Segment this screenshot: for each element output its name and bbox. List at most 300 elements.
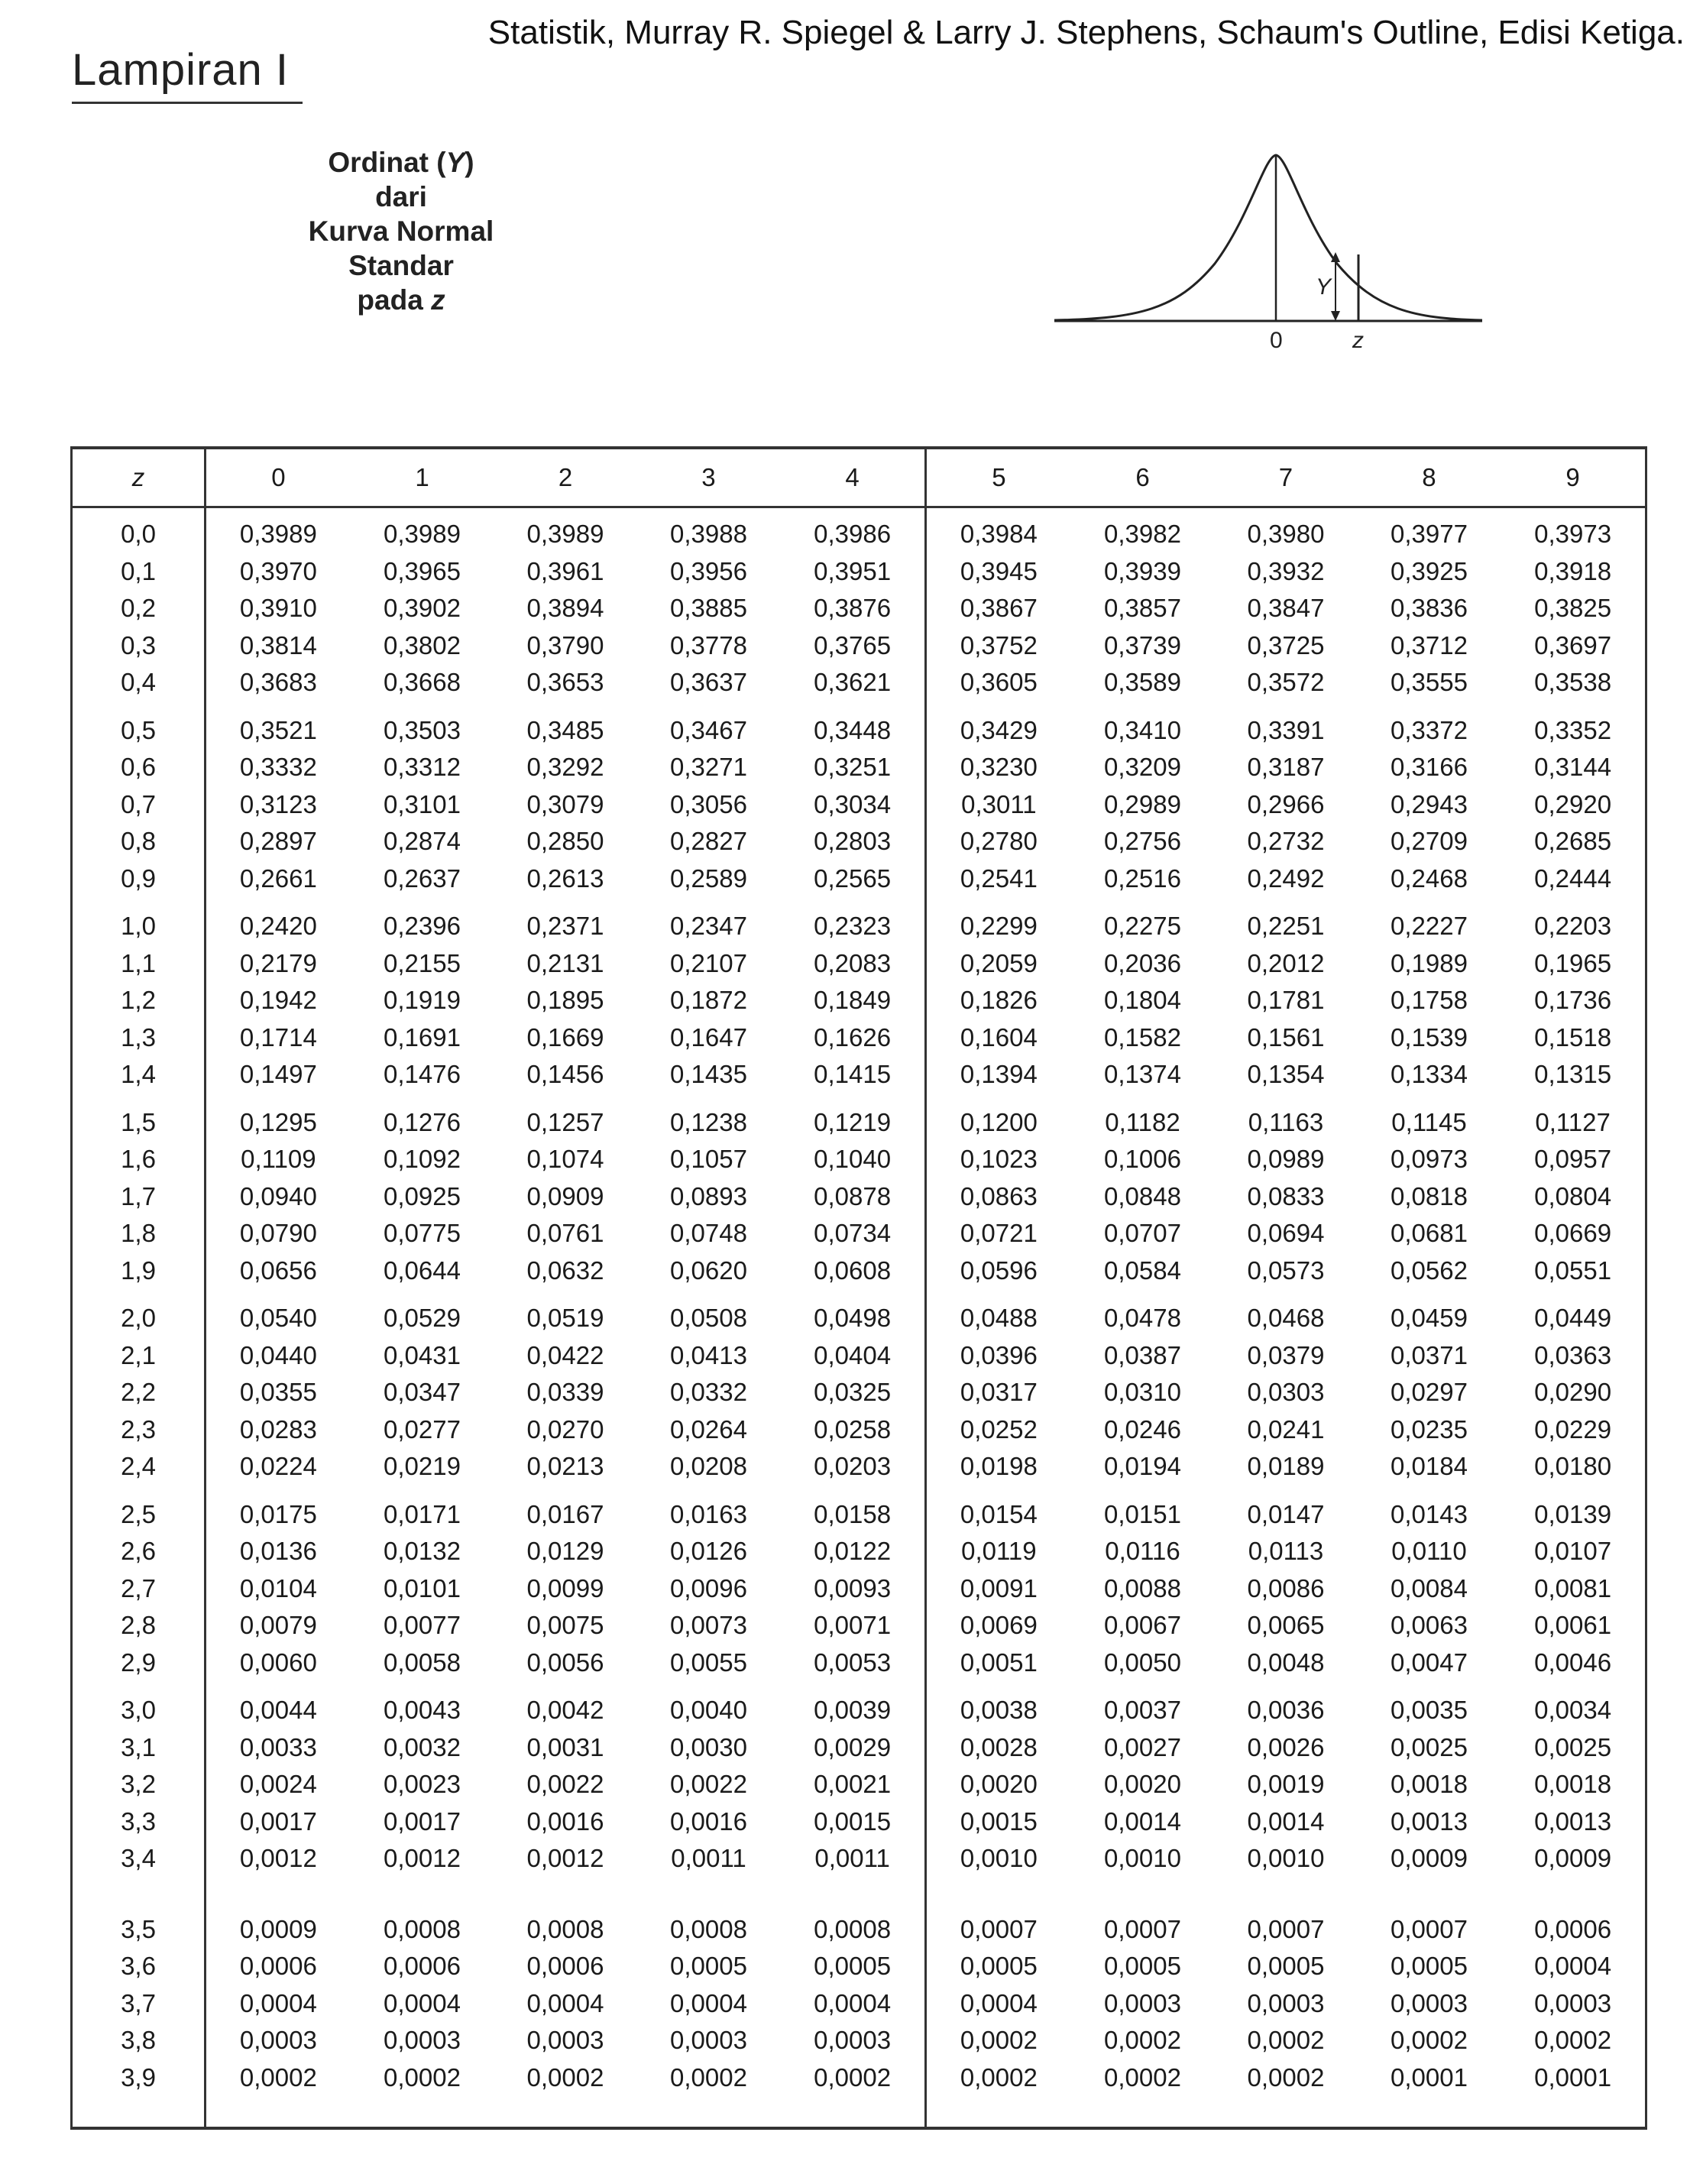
ordinate-cell: 0,1415 (780, 1056, 925, 1094)
ordinate-cell: 0,0151 (1104, 1499, 1181, 1528)
ordinate-cell: 0,1691 (384, 1022, 461, 1051)
ordinate-cell: 0,0050 (1104, 1648, 1181, 1677)
ordinate-cell: 0,0004 (239, 1988, 317, 2017)
ordinate-cell: 0,1849 (780, 982, 925, 1019)
ordinate-cell: 0,0003 (670, 2026, 747, 2055)
table-row (72, 1878, 1646, 1949)
z-value-cell: 0,8 (72, 823, 206, 860)
table-row (72, 1533, 1646, 1570)
table-row (72, 2059, 1646, 2129)
ordinate-cell: 0,0113 (1248, 1537, 1324, 1566)
ordinate-cell: 0,0002 (1534, 2026, 1612, 2055)
ordinate-cell: 0,0003 (384, 2026, 461, 2055)
ordinate-cell: 0,1057 (670, 1145, 747, 1174)
ordinate-cell: 0,0355 (239, 1378, 317, 1407)
ordinate-cell: 0,0551 (1534, 1256, 1612, 1285)
ordinate-cell: 0,0011 (780, 1840, 925, 1878)
ordinate-cell: 0,3939 (1104, 556, 1181, 585)
zero-label: 0 (1270, 328, 1283, 353)
ordinate-cell: 0,1295 (239, 1107, 317, 1136)
table-row (72, 1607, 1646, 1644)
ordinate-cell: 0,0008 (780, 1878, 925, 1949)
ordinate-cell: 0,1989 (1390, 948, 1468, 977)
ordinate-cell: 0,0005 (670, 1952, 747, 1981)
table-row (72, 627, 1646, 665)
ordinate-cell: 0,1456 (526, 1060, 604, 1089)
ordinate-cell: 0,2468 (1390, 864, 1468, 893)
ordinate-cell: 0,3918 (1534, 556, 1612, 585)
z-value-cell: 3,3 (72, 1803, 206, 1841)
ordinate-cell: 0,0878 (780, 1178, 925, 1216)
ordinate-cell: 0,0002 (384, 2062, 461, 2092)
ordinate-cell: 0,3429 (960, 715, 1038, 744)
ordinate-cell: 0,0848 (1104, 1181, 1181, 1210)
ordinate-cell: 0,0023 (384, 1770, 461, 1799)
ordinate-cell: 0,0038 (960, 1696, 1038, 1725)
ordinate-cell: 0,0387 (1104, 1340, 1181, 1369)
table-row (72, 1411, 1646, 1449)
table-row (72, 1681, 1646, 1729)
ordinate-cell: 0,0030 (670, 1732, 747, 1761)
table-row (72, 1448, 1646, 1486)
ordinate-cell: 0,0004 (960, 1988, 1038, 2017)
table-row (72, 664, 1646, 702)
ordinate-cell: 0,0632 (526, 1256, 604, 1285)
ordinate-cell: 0,0029 (780, 1729, 925, 1767)
ordinate-cell: 0,0008 (526, 1914, 604, 1943)
table-row (72, 1141, 1646, 1178)
ordinate-cell: 0,3910 (239, 594, 317, 623)
ordinate-cell: 0,2083 (780, 945, 925, 983)
ordinate-cell: 0,0011 (671, 1844, 746, 1873)
ordinate-cell: 0,0004 (526, 1988, 604, 2017)
ordinate-cell: 0,0002 (1247, 2026, 1325, 2055)
table-row (72, 1766, 1646, 1803)
ordinate-cell: 0,2371 (526, 912, 604, 941)
ordinate-cell: 0,1476 (384, 1060, 461, 1089)
ordinate-cell: 0,1965 (1534, 948, 1612, 977)
ordinate-cell: 0,0006 (1534, 1914, 1612, 1943)
table-row (72, 1337, 1646, 1375)
ordinate-cell: 0,0044 (239, 1696, 317, 1725)
table-row (72, 982, 1646, 1019)
ordinate-table-wrapper (70, 446, 1647, 2127)
ordinate-cell: 0,3989 (384, 520, 461, 549)
ordinate-cell: 0,0804 (1534, 1181, 1612, 1210)
ordinate-cell: 0,0001 (1534, 2062, 1612, 2092)
ordinate-cell: 0,1561 (1247, 1022, 1325, 1051)
ordinate-cell: 0,0008 (384, 1914, 461, 1943)
ordinate-cell: 0,0694 (1247, 1219, 1325, 1248)
ordinate-cell: 0,1092 (384, 1145, 461, 1174)
table-row (72, 1215, 1646, 1252)
z-value-cell: 1,2 (72, 982, 206, 1019)
ordinate-cell: 0,0005 (1247, 1952, 1325, 1981)
ordinate-cell: 0,3668 (384, 668, 461, 697)
ordinate-cell: 0,0003 (1534, 1988, 1612, 2017)
table-row (72, 897, 1646, 945)
ordinate-cell: 0,1315 (1534, 1060, 1612, 1089)
ordinate-cell: 0,2850 (526, 827, 604, 856)
ordinate-cell: 0,0003 (1104, 1988, 1181, 2017)
ordinate-cell: 0,1374 (1104, 1060, 1181, 1089)
ordinate-cell: 0,3123 (239, 789, 317, 818)
ordinate-cell: 0,2203 (1534, 912, 1612, 941)
ordinate-cell: 0,0224 (239, 1452, 317, 1481)
ordinate-cell: 0,1074 (526, 1145, 604, 1174)
ordinate-cell: 0,0198 (960, 1452, 1038, 1481)
ordinate-cell: 0,2920 (1534, 789, 1612, 818)
ordinate-cell: 0,0171 (384, 1499, 461, 1528)
z-value-cell: 0,1 (72, 553, 206, 591)
ordinate-cell: 0,2275 (1104, 912, 1181, 941)
ordinate-cell: 0,0010 (960, 1844, 1038, 1873)
table-row (72, 1729, 1646, 1767)
ordinate-cell: 0,0084 (1390, 1573, 1468, 1602)
ordinate-cell: 0,0034 (1534, 1696, 1612, 1725)
ordinate-cell: 0,0001 (1390, 2062, 1468, 2092)
ordinate-cell: 0,3847 (1247, 594, 1325, 623)
ordinate-cell: 0,0053 (780, 1644, 925, 1682)
ordinate-cell: 0,0203 (780, 1448, 925, 1486)
ordinate-cell: 0,0371 (1390, 1340, 1468, 1369)
z-value-cell: 0,0 (72, 507, 206, 553)
z-value-cell: 2,0 (72, 1289, 206, 1337)
ordinate-cell: 0,0002 (1104, 2062, 1181, 2092)
ordinate-cell: 0,3079 (526, 789, 604, 818)
ordinate-cell: 0,0077 (384, 1611, 461, 1640)
ordinate-cell: 0,0007 (1390, 1914, 1468, 1943)
ordinate-cell: 0,0459 (1390, 1304, 1468, 1333)
ordinate-cell: 0,3391 (1247, 715, 1325, 744)
ordinate-cell: 0,0007 (960, 1914, 1038, 1943)
ordinate-cell: 0,0167 (526, 1499, 604, 1528)
ordinate-cell: 0,0529 (384, 1304, 461, 1333)
ordinate-cell: 0,0069 (960, 1611, 1038, 1640)
table-row (72, 1985, 1646, 2023)
ordinate-cell: 0,1872 (670, 986, 747, 1015)
ordinate-cell: 0,0014 (1247, 1806, 1325, 1836)
ordinate-cell: 0,2227 (1390, 912, 1468, 941)
ordinate-cell: 0,3989 (526, 520, 604, 549)
ordinate-cell: 0,3101 (384, 789, 461, 818)
ordinate-cell: 0,0147 (1247, 1499, 1325, 1528)
ordinate-cell: 0,0258 (780, 1411, 925, 1449)
ordinate-cell: 0,0040 (670, 1696, 747, 1725)
z-value-cell: 3,7 (72, 1985, 206, 2023)
ordinate-cell: 0,0005 (780, 1948, 925, 1985)
ordinate-cell: 0,1257 (526, 1107, 604, 1136)
ordinate-cell: 0,1219 (780, 1094, 925, 1142)
ordinate-cell: 0,0046 (1534, 1648, 1612, 1677)
z-value-cell: 2,5 (72, 1486, 206, 1534)
ordinate-cell: 0,0180 (1534, 1452, 1612, 1481)
ordinate-cell: 0,0093 (780, 1570, 925, 1608)
z-value-cell: 3,0 (72, 1681, 206, 1729)
ordinate-cell: 0,3932 (1247, 556, 1325, 585)
ordinate-cell: 0,1238 (670, 1107, 747, 1136)
ordinate-cell: 0,3230 (960, 753, 1038, 782)
ordinate-cell: 0,0065 (1247, 1611, 1325, 1640)
ordinate-cell: 0,2685 (1534, 827, 1612, 856)
table-row (72, 590, 1646, 627)
ordinate-cell: 0,3621 (780, 664, 925, 702)
ordinate-cell: 0,0017 (384, 1806, 461, 1836)
subtitle-line-4: Standar (348, 250, 454, 281)
z-value-cell: 2,1 (72, 1337, 206, 1375)
ordinate-cell: 0,1758 (1390, 986, 1468, 1015)
z-value-cell: 1,0 (72, 897, 206, 945)
ordinate-cell: 0,0019 (1247, 1770, 1325, 1799)
ordinate-cell: 0,3980 (1247, 520, 1325, 549)
ordinate-cell: 0,0018 (1534, 1770, 1612, 1799)
ordinate-cell: 0,3836 (1390, 594, 1468, 623)
subtitle-ordinat: Ordinat (Y) (328, 147, 474, 178)
table-row (72, 1252, 1646, 1290)
ordinate-cell: 0,2059 (960, 948, 1038, 977)
ordinate-cell: 0,0042 (526, 1696, 604, 1725)
z-value-cell: 2,9 (72, 1644, 206, 1682)
ordinate-cell: 0,0818 (1390, 1181, 1468, 1210)
ordinate-cell: 0,0468 (1247, 1304, 1325, 1333)
ordinate-cell: 0,3372 (1390, 715, 1468, 744)
ordinate-cell: 0,3251 (780, 749, 925, 786)
ordinate-cell: 0,0096 (670, 1573, 747, 1602)
ordinate-table (70, 446, 1647, 2130)
ordinate-cell: 0,0003 (526, 2026, 604, 2055)
ordinate-cell: 0,0404 (780, 1337, 925, 1375)
ordinate-cell: 0,3765 (780, 627, 925, 665)
ordinate-cell: 0,0039 (780, 1681, 925, 1729)
ordinate-cell: 0,3790 (526, 630, 604, 659)
ordinate-cell: 0,2803 (780, 823, 925, 860)
ordinate-cell: 0,1714 (239, 1022, 317, 1051)
table-row (72, 553, 1646, 591)
col-header-9: 9 (1501, 448, 1646, 507)
ordinate-cell: 0,3988 (670, 520, 747, 549)
ordinate-cell: 0,0303 (1247, 1378, 1325, 1407)
ordinate-cell: 0,0012 (526, 1844, 604, 1873)
z-value-cell: 2,4 (72, 1448, 206, 1486)
ordinate-cell: 0,0012 (239, 1844, 317, 1873)
bell-curve (1054, 155, 1482, 320)
ordinate-cell: 0,2396 (384, 912, 461, 941)
ordinate-cell: 0,1518 (1534, 1022, 1612, 1051)
ordinate-cell: 0,0132 (384, 1537, 461, 1566)
ordinate-cell: 0,2012 (1247, 948, 1325, 977)
ordinate-cell: 0,2989 (1104, 789, 1181, 818)
ordinate-cell: 0,3448 (780, 702, 925, 750)
ordinate-cell: 0,0893 (670, 1181, 747, 1210)
ordinate-cell: 0,1497 (239, 1060, 317, 1089)
z-value-cell: 0,2 (72, 590, 206, 627)
ordinate-cell: 0,2780 (960, 827, 1038, 856)
z-value-cell: 2,6 (72, 1533, 206, 1570)
z-value-cell: 0,6 (72, 749, 206, 786)
z-value-cell: 0,7 (72, 786, 206, 824)
table-row (72, 786, 1646, 824)
ordinate-cell: 0,0110 (1391, 1537, 1467, 1566)
ordinate-cell: 0,0540 (239, 1304, 317, 1333)
ordinate-cell: 0,2709 (1390, 827, 1468, 856)
ordinate-cell: 0,0047 (1390, 1648, 1468, 1677)
ordinate-cell: 0,3894 (526, 594, 604, 623)
ordinate-cell: 0,2661 (239, 864, 317, 893)
ordinate-cell: 0,3725 (1247, 630, 1325, 659)
table-row (72, 1486, 1646, 1534)
ordinate-cell: 0,3945 (960, 556, 1038, 585)
ordinate-cell: 0,0317 (960, 1378, 1038, 1407)
ordinate-cell: 0,0003 (239, 2026, 317, 2055)
ordinate-cell: 0,1942 (239, 986, 317, 1015)
ordinate-cell: 0,2420 (239, 912, 317, 941)
ordinate-cell: 0,3312 (384, 753, 461, 782)
ordinate-cell: 0,0003 (1390, 1988, 1468, 2017)
ordinate-cell: 0,0863 (960, 1181, 1038, 1210)
z-value-cell: 1,8 (72, 1215, 206, 1252)
ordinate-cell: 0,1394 (960, 1060, 1038, 1089)
ordinate-cell: 0,0008 (670, 1914, 747, 1943)
ordinate-cell: 0,0229 (1534, 1414, 1612, 1444)
z-value-cell: 1,5 (72, 1094, 206, 1142)
z-value-cell: 2,7 (72, 1570, 206, 1608)
ordinate-cell: 0,1127 (1535, 1107, 1611, 1136)
ordinate-cell: 0,2516 (1104, 864, 1181, 893)
table-row (72, 1570, 1646, 1608)
ordinate-cell: 0,3011 (961, 789, 1037, 818)
ordinate-cell: 0,0264 (670, 1414, 747, 1444)
ordinate-cell: 0,2541 (960, 864, 1038, 893)
ordinate-cell: 0,2036 (1104, 948, 1181, 977)
ordinate-cell: 0,0048 (1247, 1648, 1325, 1677)
ordinate-cell: 0,0734 (780, 1215, 925, 1252)
ordinate-cell: 0,0079 (239, 1611, 317, 1640)
ordinate-cell: 0,0002 (1247, 2062, 1325, 2092)
ordinate-cell: 0,0005 (1104, 1952, 1181, 1981)
ordinate-cell: 0,0208 (670, 1452, 747, 1481)
ordinate-cell: 0,0015 (780, 1803, 925, 1841)
appendix-title: Lampiran I (72, 44, 303, 104)
ordinate-cell: 0,3857 (1104, 594, 1181, 623)
ordinate-cell: 0,1604 (960, 1022, 1038, 1051)
ordinate-cell: 0,0488 (960, 1304, 1038, 1333)
ordinate-cell: 0,2492 (1247, 864, 1325, 893)
ordinate-cell: 0,3292 (526, 753, 604, 782)
ordinate-cell: 0,0129 (526, 1537, 604, 1566)
ordinate-cell: 0,0067 (1104, 1611, 1181, 1640)
normal-curve-figure (1047, 134, 1490, 394)
ordinate-cell: 0,0175 (239, 1499, 317, 1528)
ordinate-cell: 0,0043 (384, 1696, 461, 1725)
ordinate-cell: 0,0413 (670, 1340, 747, 1369)
ordinate-cell: 0,1626 (780, 1019, 925, 1057)
ordinate-cell: 0,0061 (1534, 1611, 1612, 1640)
ordinate-cell: 0,3814 (239, 630, 317, 659)
ordinate-cell: 0,3876 (780, 590, 925, 627)
ordinate-cell: 0,0681 (1390, 1219, 1468, 1248)
ordinate-cell: 0,0775 (384, 1219, 461, 1248)
ordinate-cell: 0,0478 (1104, 1304, 1181, 1333)
ordinate-cell: 0,3572 (1247, 668, 1325, 697)
z-value-cell: 1,7 (72, 1178, 206, 1216)
ordinate-cell: 0,3925 (1390, 556, 1468, 585)
ordinate-cell: 0,0213 (526, 1452, 604, 1481)
ordinate-cell: 0,1582 (1104, 1022, 1181, 1051)
ordinate-cell: 0,0002 (1390, 2026, 1468, 2055)
table-row (72, 1803, 1646, 1841)
z-value-cell: 2,8 (72, 1607, 206, 1644)
ordinate-cell: 0,0002 (780, 2059, 925, 2129)
table-row (72, 1289, 1646, 1337)
ordinate-cell: 0,0081 (1534, 1573, 1612, 1602)
z-value-cell: 3,6 (72, 1948, 206, 1985)
ordinate-cell: 0,3503 (384, 715, 461, 744)
ordinate-cell: 0,0194 (1104, 1452, 1181, 1481)
ordinate-cell: 0,0584 (1104, 1256, 1181, 1285)
table-row (72, 1840, 1646, 1878)
ordinate-cell: 0,1919 (384, 986, 461, 1015)
ordinate-cell: 0,3802 (384, 630, 461, 659)
ordinate-cell: 0,0989 (1247, 1145, 1325, 1174)
ordinate-cell: 0,3951 (780, 553, 925, 591)
ordinate-cell: 0,0003 (1247, 1988, 1325, 2017)
ordinate-cell: 0,0009 (1390, 1844, 1468, 1873)
ordinate-cell: 0,0020 (1104, 1770, 1181, 1799)
col-header-z: z (72, 448, 206, 507)
ordinate-cell: 0,3538 (1534, 668, 1612, 697)
table-row (72, 823, 1646, 860)
z-value-cell: 3,2 (72, 1766, 206, 1803)
ordinate-cell: 0,0014 (1104, 1806, 1181, 1836)
ordinate-cell: 0,0016 (526, 1806, 604, 1836)
ordinate-cell: 0,2897 (239, 827, 317, 856)
col-header-4: 4 (780, 448, 925, 507)
ordinate-cell: 0,1182 (1105, 1107, 1180, 1136)
col-header-6: 6 (1071, 448, 1214, 507)
ordinate-cell: 0,0010 (1104, 1844, 1181, 1873)
ordinate-cell: 0,0325 (780, 1374, 925, 1411)
ordinate-cell: 0,0940 (239, 1181, 317, 1210)
ordinate-cell: 0,0116 (1105, 1537, 1180, 1566)
ordinate-cell: 0,0163 (670, 1499, 747, 1528)
ordinate-cell: 0,0347 (384, 1378, 461, 1407)
ordinate-cell: 0,0189 (1247, 1452, 1325, 1481)
ordinate-cell: 0,0060 (239, 1648, 317, 1677)
z-value-cell: 0,5 (72, 702, 206, 750)
ordinate-cell: 0,0026 (1247, 1732, 1325, 1761)
ordinate-cell: 0,3410 (1104, 715, 1181, 744)
ordinate-cell: 0,0056 (526, 1648, 604, 1677)
ordinate-cell: 0,0449 (1534, 1304, 1612, 1333)
ordinate-cell: 0,3973 (1534, 520, 1612, 549)
ordinate-cell: 0,0088 (1104, 1573, 1181, 1602)
col-header-8: 8 (1358, 448, 1501, 507)
ordinate-cell: 0,0184 (1390, 1452, 1468, 1481)
ordinate-cell: 0,3778 (670, 630, 747, 659)
col-header-3: 3 (637, 448, 780, 507)
ordinate-cell: 0,1109 (241, 1145, 316, 1174)
ordinate-cell: 0,0015 (960, 1806, 1038, 1836)
ordinate-cell: 0,0009 (239, 1914, 317, 1943)
ordinate-cell: 0,0122 (780, 1533, 925, 1570)
ordinate-cell: 0,1023 (960, 1145, 1038, 1174)
ordinate-cell: 0,1006 (1104, 1145, 1181, 1174)
z-label: z (1352, 328, 1364, 353)
z-value-cell: 1,6 (72, 1141, 206, 1178)
ordinate-cell: 0,0957 (1534, 1145, 1612, 1174)
ordinate-cell: 0,0022 (670, 1770, 747, 1799)
ordinate-cell: 0,2251 (1247, 912, 1325, 941)
